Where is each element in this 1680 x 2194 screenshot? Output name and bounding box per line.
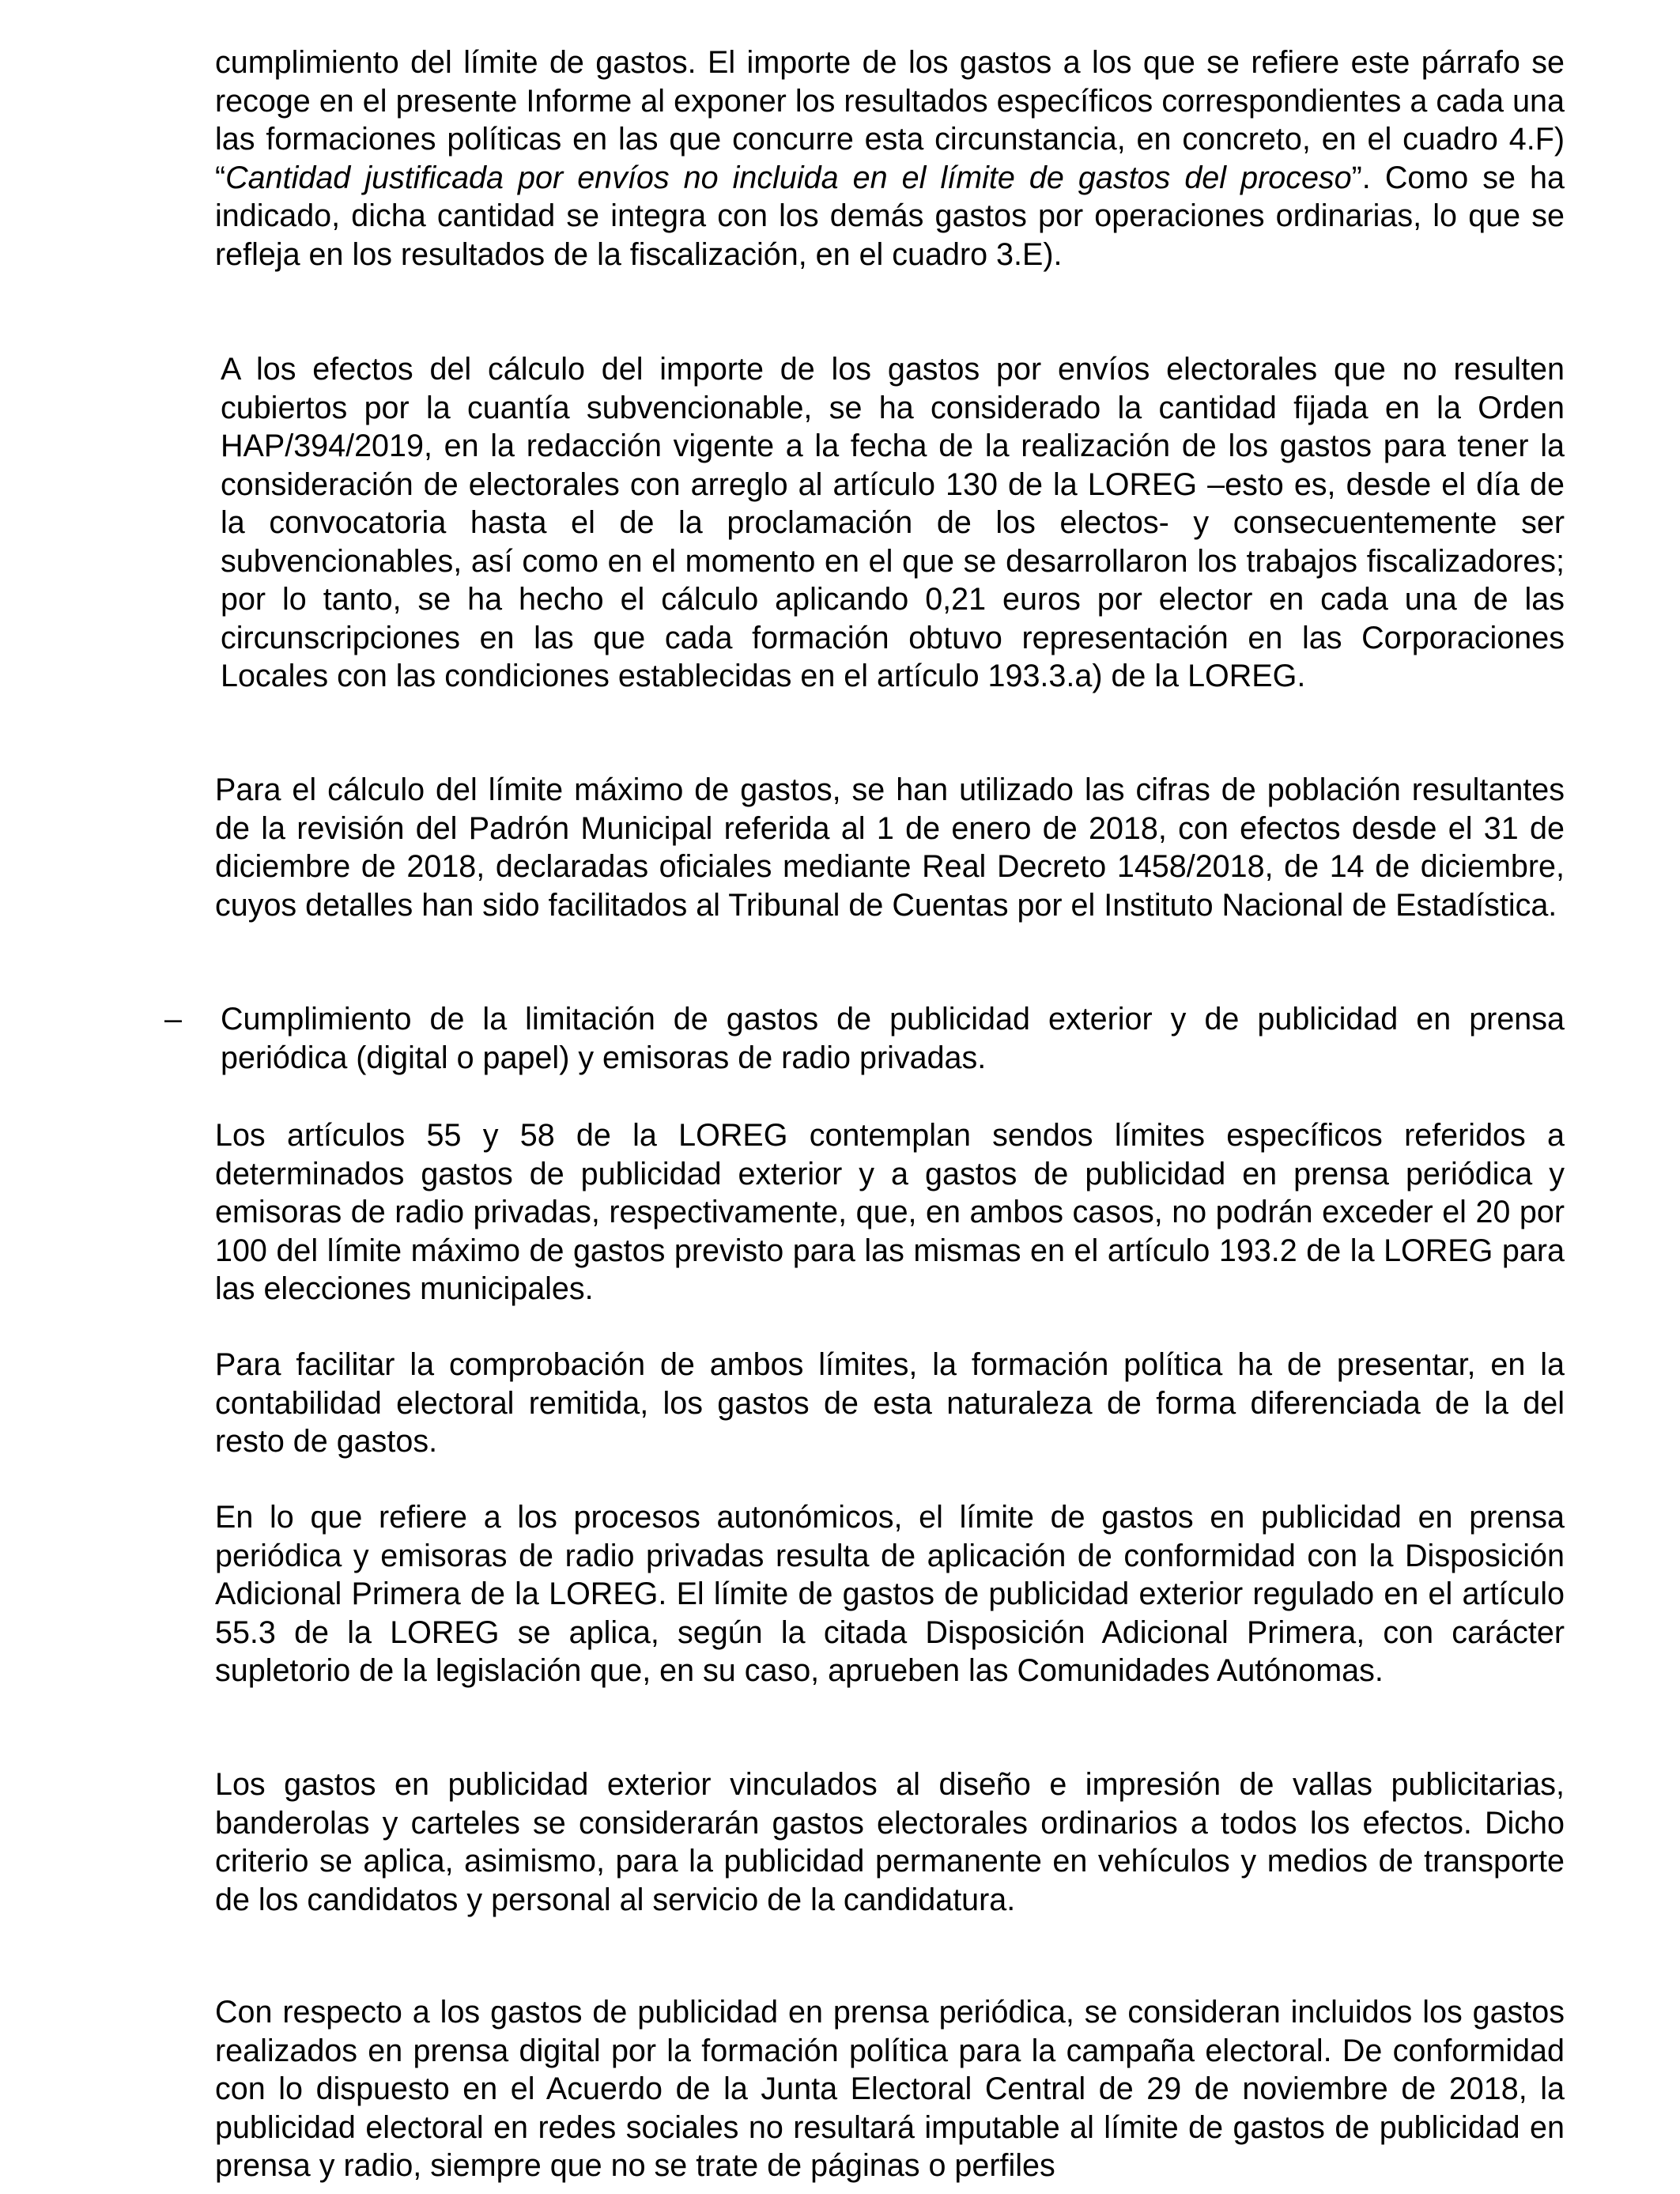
paragraph-text: ”. Como se ha indicado, dicha cantidad se integra con los demás gastos por operaciones ordinarias, lo que se refleja en los resultados de la fiscalización, en el cuadro 3.E). bbox=[215, 160, 1565, 272]
italic-quote: Cantidad justificada por envíos no incluida en el límite de gastos del proceso bbox=[225, 160, 1352, 195]
dash-bullet: – bbox=[164, 1002, 182, 1037]
paragraph-limite-maximo: Para el cálculo del límite máximo de gastos, se han utilizado las cifras de población resultantes de la revisión del Padrón Municipal referida al 1 de enero de 2018, con efectos desde el 31 de diciembre de 2018, declaradas oficiales mediante Real Decreto 1458/2018, de 14 de diciembre, cuyos detalles han sido facilitados al Tribunal de Cuentas por el Instituto Nacional de Estadística. bbox=[215, 772, 1565, 923]
paragraph-articulos-55-58: Los artículos 55 y 58 de la LOREG contemplan sendos límites específicos referidos a determinados gastos de publicidad exterior y a gastos de publicidad en prensa periódica y emisoras de radio privadas, respectivamente, que, en ambos casos, no podrán exceder el 20 por 100 del límite máximo de gastos previsto para las mismas en el artículo 193.2 de la LOREG para las elecciones municipales. bbox=[215, 1118, 1565, 1306]
paragraph-prensa-periodica: Con respecto a los gastos de publicidad en prensa periódica, se consideran incluidos los gastos realizados en prensa digital por la formación política para la campaña electoral. De conformidad con lo dispuesto en el Acuerdo de la Junta Electoral Central de 29 de noviembre de 2018, la publicidad electoral en redes sociales no resultará imputable al límite de gastos de publicidad en prensa y radio, siempre que no se trate de páginas o perfiles bbox=[215, 1995, 1565, 2183]
paragraph-publicidad-exterior: Los gastos en publicidad exterior vinculados al diseño e impresión de vallas publicitarias, banderolas y carteles se considerarán gastos electorales ordinarios a todos los efectos. Dicho criterio se aplica, asimismo, para la publicidad permanente en vehículos y medios de transporte de los candidatos y personal al servicio de la candidatura. bbox=[215, 1767, 1565, 1917]
paragraph-procesos-autonomicos: En lo que refiere a los procesos autonómicos, el límite de gastos en publicidad en prensa periódica y emisoras de radio privadas resulta de aplicación de conformidad con la Disposición Adicional Primera de la LOREG. El límite de gastos de publicidad exterior regulado en el artículo 55.3 de la LOREG se aplica, según la citada Disposición Adicional Primera, con carácter supletorio de la legislación que, en su caso, aprueben las Comunidades Autónomas. bbox=[215, 1500, 1565, 1688]
paragraph-envios-limite bbox=[215, 43, 1565, 274]
bullet-heading-publicidad: Cumplimiento de la limitación de gastos de publicidad exterior y de publicidad en prensa periódica (digital o papel) y emisoras de radio privadas. bbox=[221, 1002, 1565, 1075]
paragraph-comprobacion-limites: Para facilitar la comprobación de ambos límites, la formación política ha de presentar, en la contabilidad electoral remitida, los gastos de esta naturaleza de forma diferenciada de la del resto de gastos. bbox=[215, 1347, 1565, 1459]
paragraph-calculo-envios: A los efectos del cálculo del importe de los gastos por envíos electorales que no resulten cubiertos por la cuantía subvencionable, se ha considerado la cantidad fijada en la Orden HAP/394/2019, en la redacción vigente a la fecha de la realización de los gastos para tener la consideración de electorales con arreglo al artículo 130 de la LOREG –esto es, desde el día de la convocatoria hasta el de la proclamación de los electos- y consecuentemente ser subvencionables, así como en el momento en el que se desarrollaron los trabajos fiscalizadores; por lo tanto, se ha hecho el cálculo aplicando 0,21 euros por elector en cada una de las circunscripciones en las que cada formación obtuvo representación en las Corporaciones Locales con las condiciones establecidas en el artículo 193.3.a) de la LOREG. bbox=[221, 352, 1565, 693]
paragraph-text: cumplimiento del límite de gastos. El importe de los gastos a los que se refiere este párrafo se recoge en el presente Informe al exponer los resultados específicos correspondientes a cada una las formaciones políticas en las que concurre esta circunstancia, en concreto, en el cuadro 4.F) “ bbox=[215, 45, 1565, 195]
